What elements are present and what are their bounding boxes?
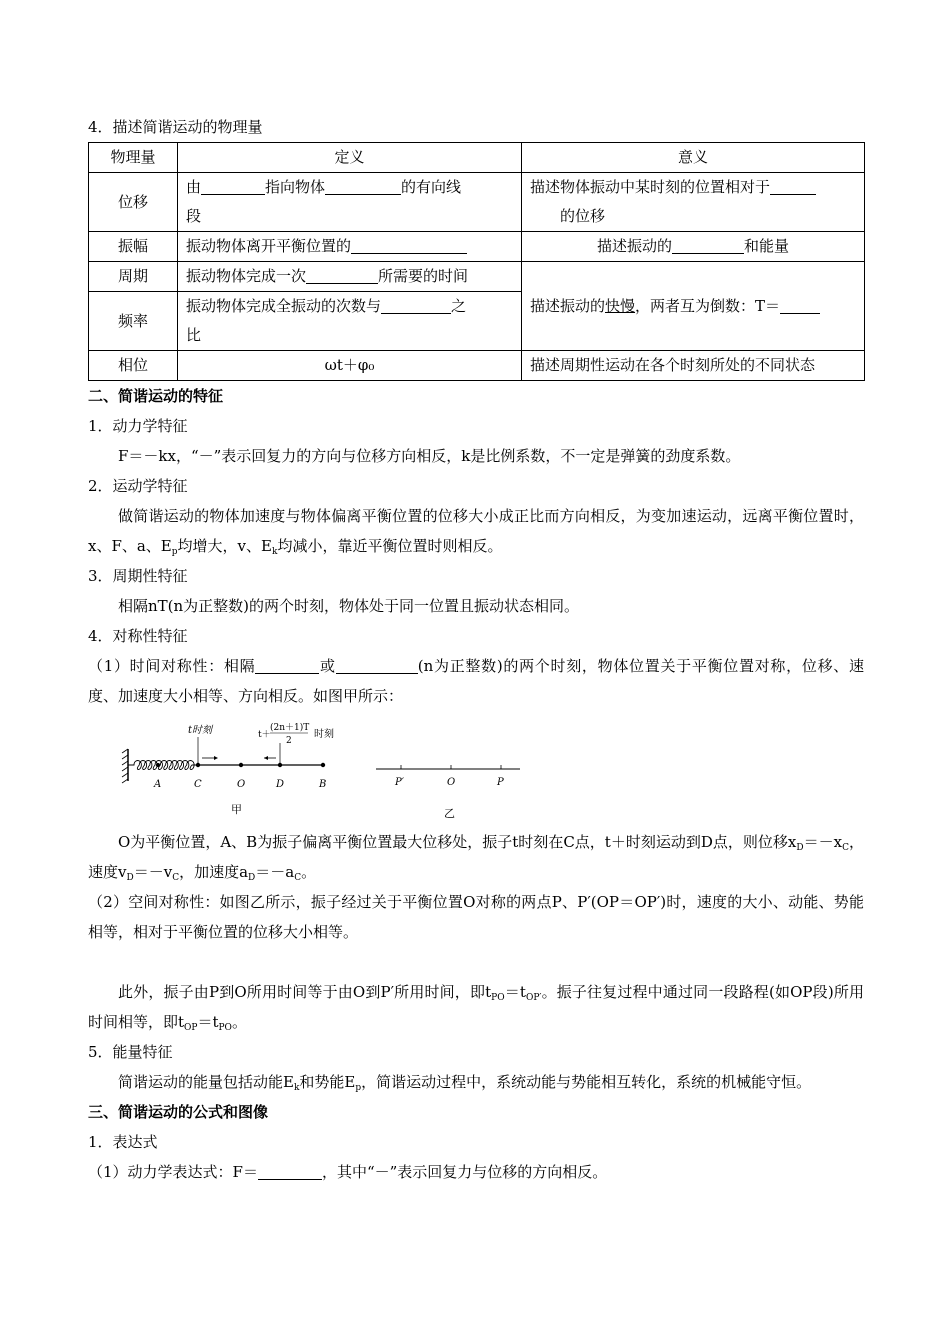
point-label-b: B <box>319 779 327 790</box>
text: 描述振动的 <box>530 296 606 315</box>
text: 振动物体离开平衡位置的 <box>186 237 352 255</box>
subscript: D <box>796 843 804 853</box>
text: ＝－v <box>133 863 173 881</box>
t2-suffix: 时刻 <box>314 729 334 740</box>
subscript: k <box>271 547 278 557</box>
text: 此外，振子由P到O所用时间等于由O到P′所用时间，即t <box>118 983 492 1001</box>
blank <box>381 296 451 314</box>
text: 和势能E <box>299 1073 356 1091</box>
point-d-dot <box>278 763 282 767</box>
subscript: D <box>248 873 256 883</box>
row-name-period: 周期 <box>89 262 178 292</box>
wall-hatch <box>122 749 128 783</box>
text: 之 <box>451 297 467 315</box>
section-2-title: 二、简谐运动的特征 <box>88 387 224 405</box>
text: ，速度v <box>88 833 864 881</box>
point-b-dot <box>321 763 325 767</box>
blank <box>770 177 816 195</box>
spacer <box>88 947 864 977</box>
blank <box>306 266 378 284</box>
spring <box>128 761 198 770</box>
table-header-row <box>89 143 865 173</box>
caption-jia: 甲 <box>231 803 242 816</box>
table-row <box>89 232 865 262</box>
point-label-o: O <box>237 779 246 790</box>
text: ，加速度a <box>179 863 249 881</box>
subheading-kinematics: 2．运动学特征 <box>88 477 188 495</box>
text: 比 <box>186 326 202 344</box>
paragraph-energy <box>88 1067 864 1097</box>
header-definition: 定义 <box>178 143 522 173</box>
text: 指向物体 <box>265 178 326 196</box>
row-name-displacement: 位移 <box>89 173 178 232</box>
table-row <box>89 262 865 292</box>
text: 和能量 <box>744 237 790 255</box>
point-label-p: P <box>497 777 504 788</box>
header-meaning: 意义 <box>522 143 865 173</box>
text: ＝t <box>504 983 526 1001</box>
subheading-energy: 5．能量特征 <box>88 1043 173 1061</box>
text: ＝t <box>197 1013 219 1031</box>
heading-physical-quantities: 4．描述简谐运动的物理量 <box>88 118 263 136</box>
text: 均减小，靠近平衡位置时则相反。 <box>277 537 503 555</box>
paragraph-time-equality <box>88 977 864 1037</box>
text: （1）时间对称性：相隔 <box>88 657 256 675</box>
meaning-amplitude <box>522 232 865 262</box>
subscript: p <box>355 1083 362 1093</box>
def-frequency <box>178 292 522 351</box>
table-row <box>89 173 865 232</box>
text: 快慢 <box>605 296 636 315</box>
blank <box>351 236 467 254</box>
blank <box>258 1162 322 1180</box>
text: 描述物体振动中某时刻的位置相对于 <box>530 178 771 196</box>
subscript: PO <box>491 993 505 1003</box>
text: 。振子往复过程中通过同一段路程(如OP段)所用时间相等，即t <box>88 983 864 1031</box>
blank <box>325 177 401 195</box>
meaning-displacement <box>522 173 865 232</box>
point-a-dot <box>156 763 160 767</box>
text: 做简谐运动的物体加速度与物体偏离平衡位置的位移大小成正比而方向相反，为变加速运动，远离平衡位置时，x、F、a、E <box>88 507 864 555</box>
row-name-amplitude: 振幅 <box>89 232 178 262</box>
arrow-right-head-icon <box>214 756 218 760</box>
oscillator-diagrams <box>118 717 568 827</box>
text: 段 <box>186 207 202 225</box>
arrow-left-head-icon <box>264 756 268 760</box>
row-name-frequency: 频率 <box>89 292 178 351</box>
subscript: k <box>293 1083 300 1093</box>
text: ，其中“－”表示回复力与位移的方向相反。 <box>321 1163 608 1181</box>
text: 简谐运动的能量包括动能E <box>118 1073 294 1091</box>
paragraph-fig-jia-explanation <box>88 827 864 887</box>
text: 的有向线 <box>401 178 462 196</box>
table-row <box>89 351 865 381</box>
subscript: C <box>842 843 849 853</box>
text: 的位移 <box>560 207 606 225</box>
text: 。 <box>301 863 317 881</box>
blank <box>672 236 744 254</box>
row-name-phase: 相位 <box>89 351 178 381</box>
def-displacement <box>178 173 522 232</box>
subheading-periodicity: 3．周期性特征 <box>88 567 188 585</box>
point-label-o-b: O <box>447 777 456 788</box>
blank <box>336 656 418 674</box>
caption-yi: 乙 <box>444 807 455 820</box>
text: ，两者互为倒数：T＝ <box>635 296 781 315</box>
meaning-period-frequency <box>522 262 865 351</box>
text: ，简谐运动过程中，系统动能与势能相互转化，系统的机械能守恒。 <box>361 1073 812 1091</box>
subscript: p <box>171 547 178 557</box>
subscript: C <box>294 873 302 883</box>
subscript: OP <box>184 1023 198 1033</box>
subheading-symmetry: 4．对称性特征 <box>88 627 188 645</box>
point-label-d: D <box>276 779 285 790</box>
text: 描述振动的 <box>596 237 672 255</box>
t2-numerator: (2n＋1)T <box>270 723 310 733</box>
text: （1）动力学表达式：F＝ <box>88 1163 258 1181</box>
paragraph-time-symmetry <box>88 651 864 711</box>
def-period <box>178 262 522 292</box>
subscript: C <box>172 873 180 883</box>
text: O为平衡位置，A、B为振子偏离平衡位置最大位移处，振子t时刻在C点，t＋时刻运动到D点，则位移x <box>118 833 797 851</box>
section-3-title: 三、简谐运动的公式和图像 <box>88 1103 269 1121</box>
paragraph-space-symmetry: （2）空间对称性：如图乙所示，振子经过关于平衡位置O对称的两点P、P′(OP＝OP′)时，速度的大小、动能、势能相等，相对于平衡位置的位移大小相等。 <box>88 893 864 941</box>
point-label-c: C <box>194 779 202 790</box>
paragraph-periodicity: 相隔nT(n为正整数)的两个时刻，物体处于同一位置且振动状态相同。 <box>118 597 580 615</box>
text: 由 <box>186 178 202 196</box>
def-phase: ωt＋φ₀ <box>178 351 522 381</box>
paragraph-kinematics <box>88 501 864 561</box>
point-label-a: A <box>154 779 162 790</box>
text: 所需要的时间 <box>378 267 469 285</box>
quantities-table <box>88 142 865 381</box>
text: ＝－a <box>255 863 295 881</box>
text: 。 <box>231 1013 247 1031</box>
text: ＝－x <box>803 833 843 851</box>
blank <box>780 296 820 314</box>
paragraph-dynamics-expression <box>88 1157 864 1187</box>
blank <box>201 177 265 195</box>
header-quantity: 物理量 <box>89 143 178 173</box>
def-amplitude <box>178 232 522 262</box>
meaning-phase: 描述周期性运动在各个时刻所处的不同状态 <box>522 351 865 381</box>
t2-prefix: t＋ <box>258 730 271 740</box>
document-page <box>88 112 864 1187</box>
figures <box>88 717 864 827</box>
subheading-dynamics: 1．动力学特征 <box>88 417 188 435</box>
text: (n为正整数)的两个时刻，物体位置关于平衡位置对称，位移、速度、加速度大小相等、方向相反。如图甲所示： <box>88 657 864 705</box>
text: 均增大，v、E <box>177 537 272 555</box>
text: 或 <box>319 657 336 675</box>
t2-denominator: 2 <box>286 736 292 746</box>
point-label-p-prime: P′ <box>395 777 404 788</box>
subscript: D <box>126 873 134 883</box>
subscript: OP′ <box>525 993 542 1003</box>
blank <box>255 656 319 674</box>
text: 振动物体完成全振动的次数与 <box>186 297 382 315</box>
point-o-dot <box>239 763 243 767</box>
point-c-dot <box>196 763 200 767</box>
t-label: t时刻 <box>188 725 213 736</box>
subheading-expression: 1．表达式 <box>88 1133 158 1151</box>
subscript: PO <box>218 1023 232 1033</box>
text: 振动物体完成一次 <box>186 267 307 285</box>
paragraph-dynamics: F＝－kx，“－”表示回复力的方向与位移方向相反，k是比例系数，不一定是弹簧的劲度系数。 <box>118 447 741 465</box>
